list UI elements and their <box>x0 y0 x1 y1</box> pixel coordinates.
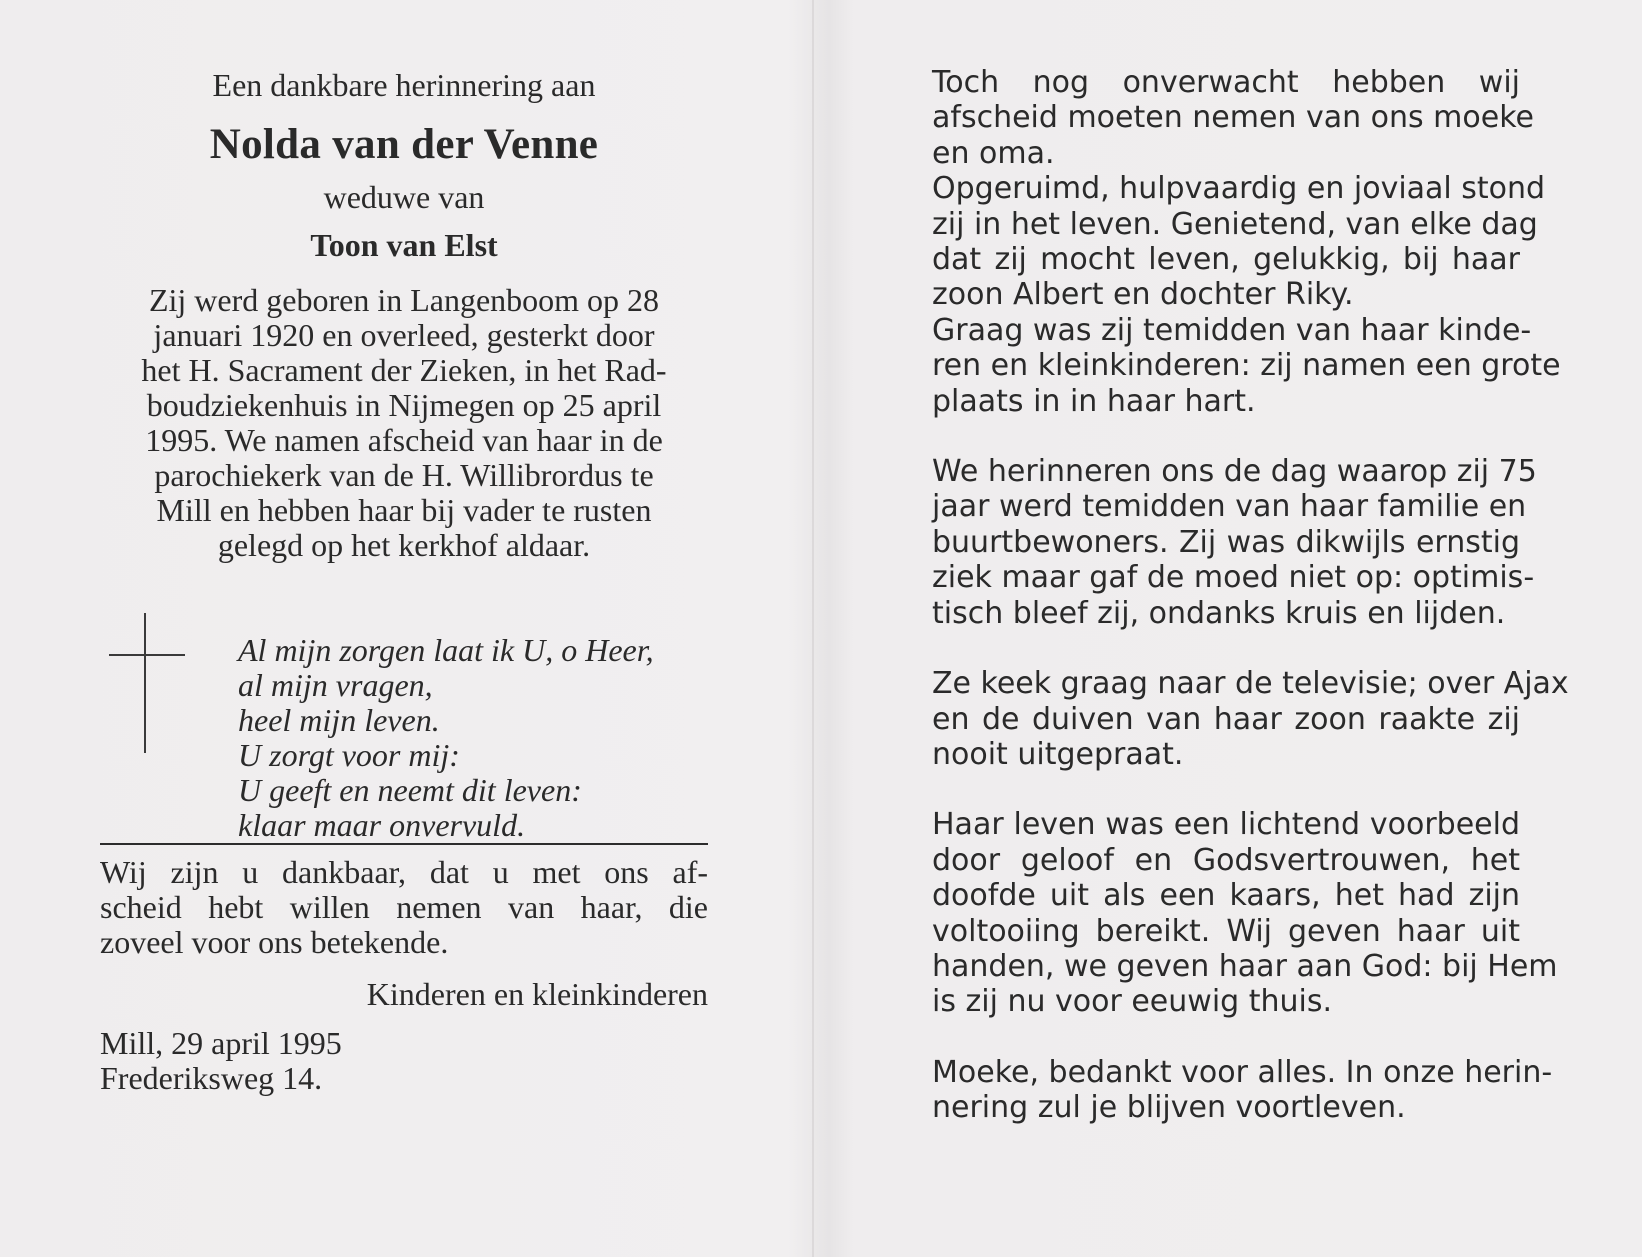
text-line: plaats in in haar hart. <box>932 383 1256 419</box>
text-line: Ze keek graag naar de televisie; over Ajax <box>932 666 1569 702</box>
poem-line: U zorgt voor mij: <box>238 737 460 773</box>
signature-line: Kinderen en kleinkinderen <box>366 976 708 1012</box>
paragraph <box>932 1054 1553 1126</box>
text-line: voltooiing bereikt. Wij geven haar uit <box>932 913 1520 949</box>
bio-line: Mill en hebben haar bij vader te rusten <box>156 492 652 528</box>
biography <box>100 283 708 563</box>
left-panel <box>100 55 708 1096</box>
text-line: Graag was zij temidden van haar kinde- <box>932 312 1532 348</box>
place-date-line: Mill, 29 april 1995 <box>100 1025 342 1061</box>
place-date <box>100 1026 708 1096</box>
paragraph <box>932 807 1558 1020</box>
text-line: afscheid moeten nemen van ons moeke <box>932 100 1534 136</box>
bio-line: Zij werd geboren in Langenboom op 28 <box>148 282 660 318</box>
paragraph <box>932 171 1546 313</box>
bio-line: het H. Sacrament der Zieken, in het Rad- <box>141 352 667 388</box>
poem <box>238 633 654 843</box>
bio-line: 1995. We namen afscheid van haar in de <box>145 422 663 458</box>
text-line: Moeke, bedankt voor alles. In onze herin- <box>932 1054 1553 1090</box>
text-line: buurtbewoners. Zij was dikwijls ernstig <box>932 524 1520 560</box>
text-line: jaar werd temidden van haar familie en <box>932 489 1527 525</box>
text-line: Haar leven was een lichtend voorbeeld <box>932 807 1520 843</box>
text-line: nering zul je blijven voortleven. <box>932 1090 1406 1126</box>
text-line: We herinneren ons de dag waarop zij 75 <box>932 454 1537 490</box>
paragraph <box>932 65 1534 171</box>
text-line: ren en kleinkinderen: zij namen een grote <box>932 348 1561 384</box>
husband-name: Toon van Elst <box>310 227 498 263</box>
poem-line: klaar maar onvervuld. <box>238 807 526 843</box>
bio-line: boudziekenhuis in Nijmegen op 25 april <box>146 387 662 423</box>
text-line: tisch bleef zij, ondanks kruis en lijden. <box>932 595 1506 631</box>
text-line: nooit uitgepraat. <box>932 736 1184 772</box>
thanks-line: zoveel voor ons betekende. <box>100 924 449 960</box>
card-fold <box>812 0 814 1257</box>
text-line: is zij nu voor eeuwig thuis. <box>932 984 1333 1020</box>
text-line: en de duiven van haar zoon raakte zij <box>932 701 1520 737</box>
thanks-line: scheid hebt willen nemen van haar, die <box>100 889 708 925</box>
right-panel <box>932 65 1569 1126</box>
poem-line: Al mijn zorgen laat ik U, o Heer, <box>238 632 654 668</box>
intro-line: Een dankbare herinnering aan <box>212 67 596 103</box>
bio-line: parochiekerk van de H. Willibrordus te <box>154 457 654 493</box>
divider-line <box>100 843 708 845</box>
text-line: zij in het leven. Genietend, van elke dag <box>932 206 1538 242</box>
poem-line: al mijn vragen, <box>238 667 433 703</box>
text-line: handen, we geven haar aan God: bij Hem <box>932 948 1558 984</box>
text-line: Toch nog onverwacht hebben wij <box>932 65 1520 100</box>
paragraph <box>932 666 1569 772</box>
bio-line: januari 1920 en overleed, gesterkt door <box>153 317 655 353</box>
paragraph <box>932 312 1561 419</box>
deceased-name: Nolda van der Venne <box>209 121 599 168</box>
address-line: Frederiksweg 14. <box>100 1060 323 1096</box>
text-line: door geloof en Godsvertrouwen, het <box>932 842 1520 878</box>
poem-section <box>100 601 708 843</box>
text-line: zoon Albert en dochter Riky. <box>932 277 1354 313</box>
text-line: doofde uit als een kaars, het had zijn <box>932 878 1520 914</box>
thanks-text <box>100 855 708 960</box>
widow-of-line: weduwe van <box>323 179 485 215</box>
text-line: ziek maar gaf de moed niet op: optimis- <box>932 560 1535 596</box>
paragraph <box>932 454 1537 631</box>
poem-line: heel mijn leven. <box>238 702 440 738</box>
thanks-line: Wij zijn u dankbaar, dat u met ons af- <box>100 854 708 890</box>
text-line: dat zij mocht leven, gelukkig, bij haar <box>932 242 1520 278</box>
bio-line: gelegd op het kerkhof aldaar. <box>217 527 591 563</box>
text-line: Opgeruimd, hulpvaardig en joviaal stond <box>932 171 1546 207</box>
poem-line: U geeft en neemt dit leven: <box>238 772 582 808</box>
text-line: en oma. <box>932 135 1055 171</box>
